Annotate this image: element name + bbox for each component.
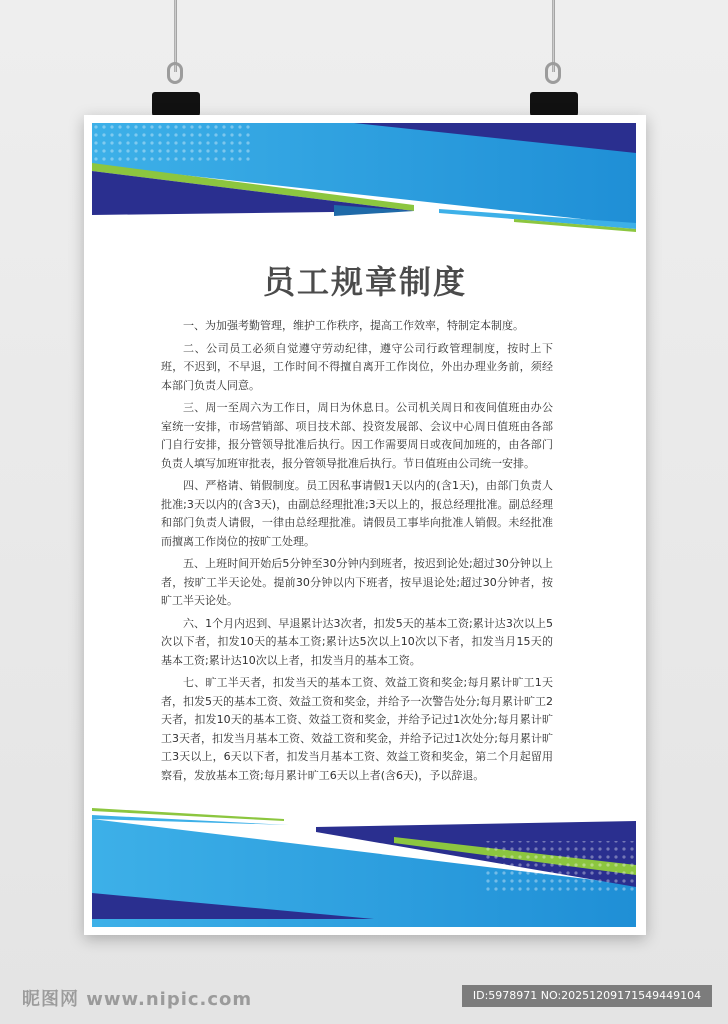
top-decoration: [84, 115, 646, 245]
poster: [84, 115, 646, 935]
nipic-watermark: 昵图网 www.nipic.com: [22, 989, 253, 1010]
binder-clip-ring-left: [167, 62, 183, 84]
bottom-decoration: [84, 805, 646, 935]
paragraph-6: 六、1个月内迟到、早退累计达3次者，扣发5天的基本工资;累计达3次以上5次以下者，扣发10天的基本工资;累计达5次以上10次以下者，扣发当月15天的基本工资;累计达10次以上者，扣发当月的基本工资。: [161, 616, 553, 667]
image-id-badge: ID:5978971 NO:20251209171549449104: [462, 985, 712, 1007]
poster-title: 员工规章制度: [262, 263, 467, 301]
paragraph-3: 三、周一至周六为工作日，周日为休息日。公司机关周日和夜间值班由办公室统一安排，市场营销部、项目技术部、投资发展部、会议中心周日值班由各部门自行安排，报分管领导批准后执行。因工作需要周日或夜间加班的，由各部门负责人填写加班审批表，报分管领导批准后执行。节日值班由公司统一安排。: [161, 401, 553, 470]
paragraph-4: 四、严格请、销假制度。员工因私事请假1天以内的(含1天)，由部门负责人批准;3天以内的(含3天)，由副总经理批准;3天以上的，报总经理批准。副总经理和部门负责人请假，一律由总经理批准。请假员工事毕向批准人销假。未经批准而擅离工作岗位的按旷工处理。: [161, 479, 553, 548]
paragraph-7: 七、旷工半天者，扣发当天的基本工资、效益工资和奖金;每月累计旷工1天者，扣发5天的基本工资、效益工资和奖金，并给予一次警告处分;每月累计旷工2天者，扣发10天的基本工资、效益工资和奖金，并给予记过1次处分;每月累计旷工3天者，扣发当月基本工资、效益工资和奖金，并给予记过1次处分;每月累计旷工3天以上，6天以下者，扣发当月基本工资、效益工资和奖金，第二个月起留用察看，发放基本工资;每月累计旷工6天以上者(含6天)，予以辞退。: [161, 676, 553, 782]
paragraph-5: 五、上班时间开始后5分钟至30分钟内到班者，按迟到论处;超过30分钟以上者，按旷工半天论处。提前30分钟以内下班者，按早退论处;超过30分钟者，按旷工半天论处。: [161, 557, 553, 607]
paragraph-1: 一、为加强考勤管理，维护工作秩序，提高工作效率，特制定本制度。: [183, 319, 524, 332]
binder-clip-ring-right: [545, 62, 561, 84]
regulation-text: [161, 317, 553, 789]
paragraph-2: 二、公司员工必须自觉遵守劳动纪律，遵守公司行政管理制度，按时上下班，不迟到，不早退，工作时间不得擅自离开工作岗位，外出办理业务前，须经本部门负责人同意。: [161, 341, 553, 392]
